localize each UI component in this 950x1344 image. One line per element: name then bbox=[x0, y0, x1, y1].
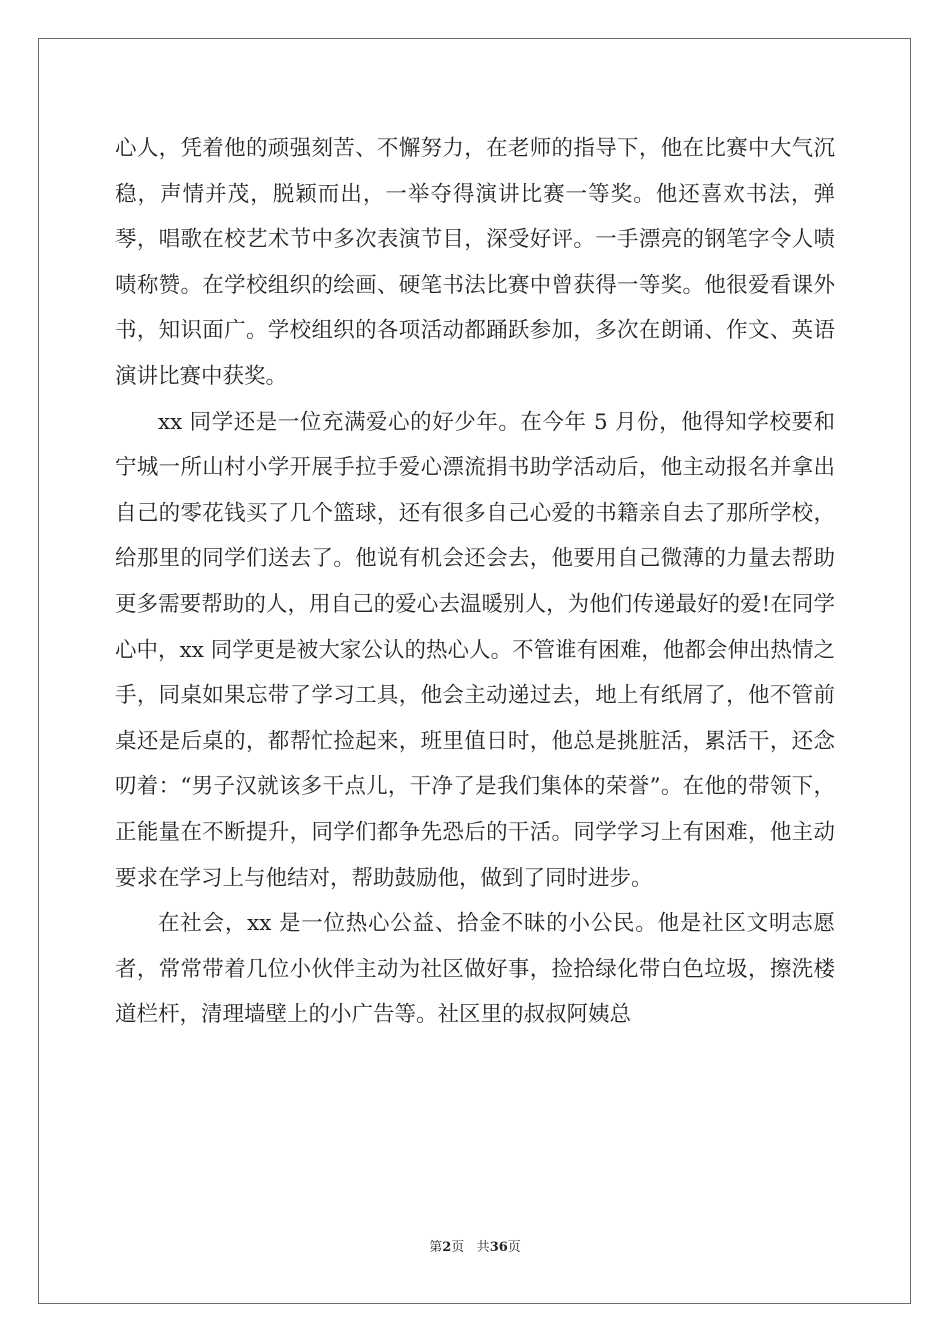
footer-page-suffix: 页 bbox=[451, 1240, 465, 1255]
paragraph-1: 心人，凭着他的顽强刻苦、不懈努力，在老师的指导下，他在比赛中大气沉稳，声情并茂，脱颖而出，一举夺得演讲比赛一等奖。他还喜欢书法，弹琴，唱歌在校艺术节中多次表演节目，深受好评。一手漂亮的钢笔字令人啧啧称赞。在学校组织的绘画、硬笔书法比赛中曾获得一等奖。他很爱看课外书，知识面广。学校组织的各项活动都踊跃参加，多次在朗诵、作文、英语演讲比赛中获奖。 bbox=[115, 136, 835, 389]
current-page-number: 2 bbox=[442, 1240, 452, 1255]
paragraph-3: 在社会，xx 是一位热心公益、拾金不昧的小公民。他是社区文明志愿者，常常带着几位小伙伴主动为社区做好事，捡拾绿化带白色垃圾，擦洗楼道栏杆，清理墙壁上的小广告等。社区里的叔叔阿姨总 bbox=[115, 911, 835, 1028]
footer-total-suffix: 页 bbox=[507, 1240, 521, 1255]
paragraph-2: xx 同学还是一位充满爱心的好少年。在今年 5 月份，他得知学校要和宁城一所山村小学开展手拉手爱心漂流捐书助学活动后，他主动报名并拿出自己的零花钱买了几个篮球，还有很多自己心爱的书籍亲自去了那所学校，给那里的同学们送去了。他说有机会还会去，他要用自己微薄的力量去帮助更多需要帮助的人，用自己的爱心去温暖别人，为他们传递最好的爱!在同学心中，xx 同学更是被大家公认的热心人。不管谁有困难，他都会伸出热情之手，同桌如果忘带了学习工具，他会主动递过去，地上有纸屑了，他不管前桌还是后桌的，都帮忙捡起来，班里值日时，他总是挑脏活，累活干，还念叨着：“男子汉就该多干点儿，干净了是我们集体的荣誉”。在他的带领下，正能量在不断提升，同学们都争先恐后的干活。同学学习上有困难，他主动要求在学习上与他结对，帮助鼓励他，做到了同时进步。 bbox=[115, 409, 835, 891]
page-footer bbox=[0, 1236, 950, 1255]
total-pages-number: 36 bbox=[489, 1240, 508, 1255]
footer-total-prefix: 共 bbox=[476, 1240, 490, 1255]
document-body bbox=[115, 126, 835, 1038]
footer-prefix: 第 bbox=[429, 1240, 443, 1255]
